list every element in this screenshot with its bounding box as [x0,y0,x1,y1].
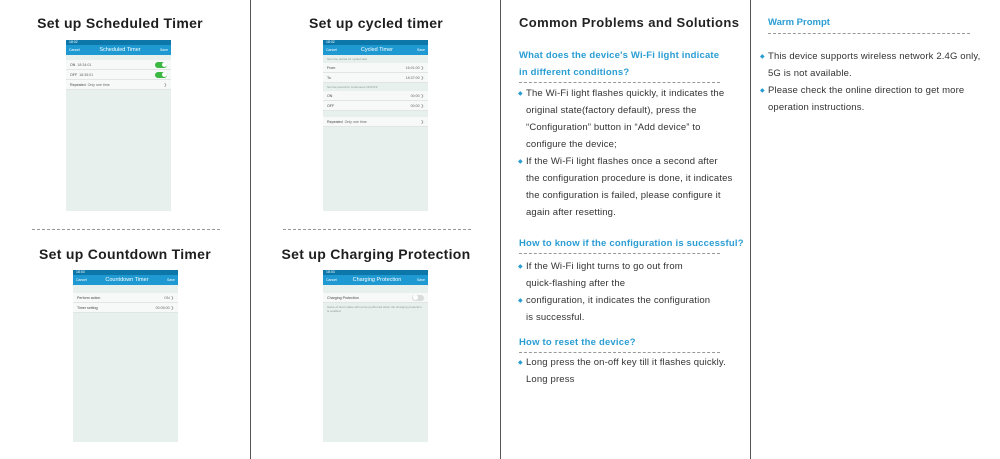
scheduled-timer-title: Set up Scheduled Timer [37,15,203,31]
off-row[interactable] [323,101,428,111]
question-underline [519,352,720,353]
section-divider-middle [283,229,471,230]
bullet-diamond-icon: ◆ [518,298,523,304]
save-button[interactable]: Save [160,48,168,52]
charging-protection-phone [323,270,428,442]
answer-1-line-4: configure the device; [526,139,617,150]
warm-prompt-line-3: Please check the online direction to get more [768,85,965,96]
to-row[interactable] [323,73,428,83]
warm-prompt-title: Warm Prompt [768,17,830,28]
on-time-row[interactable] [66,60,171,70]
bullet-diamond-icon: ◆ [518,360,523,366]
charging-protection-toggle[interactable] [412,295,424,301]
countdown-timer-title: Set up Countdown Timer [38,246,211,262]
off-label: OFF [70,72,78,77]
off-time: 18:35:01 [79,72,94,77]
question-reset-device: How to reset the device? [519,337,636,348]
on-label: ON [327,93,333,98]
chevron-right-icon: ❯ [420,119,424,124]
repeated-value: Only one time [87,82,110,87]
save-button[interactable]: Save [417,48,425,52]
answer-4-line-2: Long press [526,374,575,385]
answer-1-line-3: “Configuration” button in “Add device” to [526,122,701,133]
bullet-diamond-icon: ◆ [518,91,523,97]
to-label: To [327,75,331,80]
bullet-diamond-icon: ◆ [518,264,523,270]
repeated-value: Only one time [344,119,367,124]
cancel-button[interactable]: Cancel [326,48,337,52]
charging-protection-label: Charging Protection [327,295,359,300]
countdown-timer-phone [73,270,178,442]
bullet-diamond-icon: ◆ [760,88,765,94]
cycled-timer-title: Set up cycled timer [308,15,444,31]
status-bar: 18:03 [323,270,428,275]
answer-2-line-1: If the Wi-Fi light flashes once a second after [526,156,718,167]
answer-2-line-3: the configuration is failed, please configure it [526,190,721,201]
repeated-row[interactable] [323,117,428,127]
on-label: ON [70,62,76,67]
on-time: 18:34:01 [77,62,92,67]
answer-3-line-2: quick-flashing after the [526,278,626,289]
chevron-right-icon: ❯ [170,305,174,310]
question-underline [519,82,720,83]
section-divider-left [32,229,220,230]
from-label: From [327,65,336,70]
bullet-diamond-icon: ◆ [760,54,765,60]
column-divider-3 [750,0,751,459]
screen-title: Cycled Timer [360,47,393,53]
cancel-button[interactable]: Cancel [76,278,87,282]
charging-protection-title: Set up Charging Protection [281,246,471,262]
warm-prompt-line-2: 5G is not available. [768,68,852,79]
cancel-button[interactable]: Cancel [326,278,337,282]
chevron-right-icon: ❯ [420,103,424,108]
warm-prompt-line-4: operation instructions. [768,102,865,113]
from-value: 16:01:00 [405,66,420,70]
warm-prompt-underline [768,33,970,34]
on-toggle[interactable] [155,62,167,68]
scheduled-timer-phone [66,40,171,211]
repeated-label: Repeated [70,82,86,87]
cycled-timer-phone [323,40,428,211]
bullet-diamond-icon: ◆ [518,159,523,165]
off-label: OFF [327,103,335,108]
period-hint: Set time period for cycled task [327,57,368,61]
app-header [66,45,171,55]
save-button[interactable]: Save [417,278,425,282]
on-value: 00:00 [410,94,420,98]
column-divider-2 [500,0,501,459]
answer-4-line-1: Long press the on-off key till it flashes quickly. [526,357,726,368]
answer-3-line-3: configuration, it indicates the configuration [526,295,711,306]
save-button[interactable]: Save [167,278,175,282]
repeated-row[interactable] [66,80,171,90]
chevron-right-icon: ❯ [163,82,167,87]
perform-action-row[interactable] [73,293,178,303]
screen-title: Charging Protection [352,277,402,283]
answer-2-line-2: the configuration procedure is done, it indicates [526,173,733,184]
chevron-right-icon: ❯ [420,65,424,70]
column-divider-1 [250,0,251,459]
charging-hint: Some of timer tasks will not be performed when the charging protection is enabled [327,305,422,313]
perform-action-label: Perform action [77,295,101,300]
status-bar: 18:02 [66,40,171,45]
status-bar: 18:02 [323,40,428,45]
off-time-row[interactable] [66,70,171,80]
cancel-button[interactable]: Cancel [69,48,80,52]
timer-setting-label: Timer setting [77,305,98,310]
timer-setting-value: 00:05:00 [155,306,170,310]
screen-title: Countdown Timer [105,277,149,283]
chevron-right-icon: ❯ [420,93,424,98]
from-row[interactable] [323,63,428,73]
app-header [323,275,428,285]
off-value: 00:00 [410,104,420,108]
question-underline [519,253,720,254]
warm-prompt-line-1: This device supports wireless network 2.4G only, [768,51,981,62]
off-toggle[interactable] [155,72,167,78]
screen-title: Scheduled Timer [99,47,141,53]
problems-title: Common Problems and Solutions [519,15,740,30]
continuous-hint: Set the period for continuous ON/OFF [327,85,378,89]
question-wifi-light-line2: in different conditions? [519,67,630,78]
chevron-right-icon: ❯ [170,295,174,300]
answer-1-line-2: original state(factory default), press the [526,105,697,116]
app-header [323,45,428,55]
to-value: 18:37:00 [405,76,420,80]
answer-1-line-1: The Wi-Fi light flashes quickly, it indicates the [526,88,725,99]
question-config-success: How to know if the configuration is successful? [519,238,744,249]
status-bar: 18:03 [73,270,178,275]
answer-3-line-4: is successful. [526,312,585,323]
charging-protection-row[interactable] [323,293,428,303]
answer-3-line-1: If the Wi-Fi light turns to go out from [526,261,683,272]
question-wifi-light-line1: What does the device's Wi-Fi light indicate [519,50,720,61]
repeated-label: Repeated [327,119,343,124]
timer-setting-row[interactable] [73,303,178,313]
chevron-right-icon: ❯ [420,75,424,80]
app-header [73,275,178,285]
perform-action-value: ON [164,296,170,300]
on-row[interactable] [323,91,428,101]
answer-2-line-4: again after resetting. [526,207,616,218]
